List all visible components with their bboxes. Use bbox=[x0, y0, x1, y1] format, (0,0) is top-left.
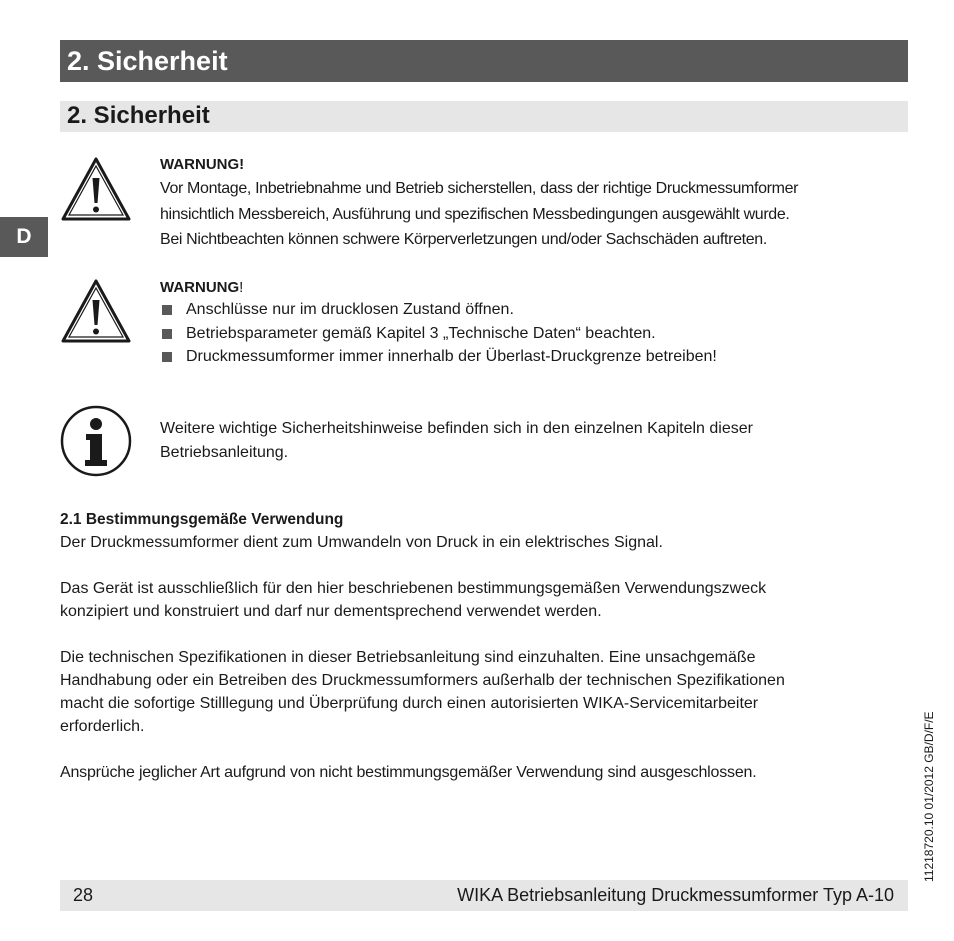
warning-title-suffix: ! bbox=[239, 279, 244, 296]
list-item: Druckmessumformer immer innerhalb der Überlast-Druckgrenze betreiben! bbox=[160, 345, 717, 369]
warning-text bbox=[160, 176, 798, 253]
paragraph-line: konzipiert und konstruiert und darf nur dementsprechend verwendet werden. bbox=[60, 603, 602, 620]
warning-list bbox=[160, 298, 717, 369]
paragraph-line: Der Druckmessumformer dient zum Umwandeln von Druck in ein elektrisches Signal. bbox=[60, 534, 663, 551]
warning-line: hinsichtlich Messbereich, Ausführung und spezifischen Messbedingungen ausgewählt wurde. bbox=[160, 205, 790, 223]
chapter-title: 2. Sicherheit bbox=[67, 46, 228, 76]
info-icon bbox=[60, 405, 132, 477]
footer-title: WIKA Betriebsanleitung Druckmessumformer Typ A-10 bbox=[457, 885, 894, 905]
paragraph-1 bbox=[60, 531, 908, 554]
info-line: Betriebsanleitung. bbox=[160, 444, 289, 461]
paragraph-2 bbox=[60, 577, 908, 623]
info-text bbox=[160, 417, 753, 465]
paragraph-3 bbox=[60, 646, 908, 738]
warning-line: Bei Nichtbeachten können schwere Körperverletzungen und/oder Sachschäden auftreten. bbox=[160, 231, 767, 248]
paragraph-line: macht die sofortige Stilllegung und Überprüfung durch einen autorisierten WIKA-Servicemitarbeiter bbox=[60, 695, 759, 712]
warning-title-row bbox=[160, 279, 717, 297]
list-item: Betriebsparameter gemäß Kapitel 3 „Technische Daten“ beachten. bbox=[160, 322, 717, 346]
section-2-1 bbox=[60, 511, 908, 784]
warning-triangle-icon bbox=[60, 278, 132, 344]
paragraph-line: Das Gerät ist ausschließlich für den hier beschriebenen bestimmungsgemäßen Verwendungszweck bbox=[60, 580, 767, 597]
warning-block-2 bbox=[160, 279, 717, 369]
chapter-header-light bbox=[60, 101, 908, 132]
page-footer bbox=[60, 880, 908, 911]
section-title: 2.1 Bestimmungsgemäße Verwendung bbox=[60, 511, 344, 528]
warning-block-1 bbox=[160, 156, 798, 253]
chapter-header-dark bbox=[60, 40, 908, 82]
warning-triangle-icon bbox=[60, 156, 132, 222]
language-tab: D bbox=[0, 217, 48, 257]
document-code: 11218720.10 01/2012 GB/D/F/E bbox=[922, 711, 936, 882]
list-item: Anschlüsse nur im drucklosen Zustand öffnen. bbox=[160, 298, 717, 322]
warning-title: WARNUNG! bbox=[160, 156, 245, 173]
warning-line: Vor Montage, Inbetriebnahme und Betrieb sicherstellen, dass der richtige Druckmessumformer bbox=[160, 180, 799, 197]
paragraph-line: Handhabung oder ein Betreiben des Druckmessumformers außerhalb der technischen Spezifikationen bbox=[60, 672, 785, 689]
page-number: 28 bbox=[73, 885, 94, 905]
info-line: Weitere wichtige Sicherheitshinweise befinden sich in den einzelnen Kapiteln dieser bbox=[160, 420, 753, 437]
paragraph-line: Die technischen Spezifikationen in dieser Betriebsanleitung sind einzuhalten. Eine unsachgemäße bbox=[60, 649, 756, 666]
warning-title: WARNUNG bbox=[160, 279, 240, 296]
paragraph-4 bbox=[60, 761, 908, 784]
paragraph-line: Ansprüche jeglicher Art aufgrund von nicht bestimmungsgemäßer Verwendung sind ausgeschlossen. bbox=[60, 764, 757, 781]
paragraph-line: erforderlich. bbox=[60, 718, 145, 735]
chapter-subtitle: 2. Sicherheit bbox=[67, 102, 210, 129]
